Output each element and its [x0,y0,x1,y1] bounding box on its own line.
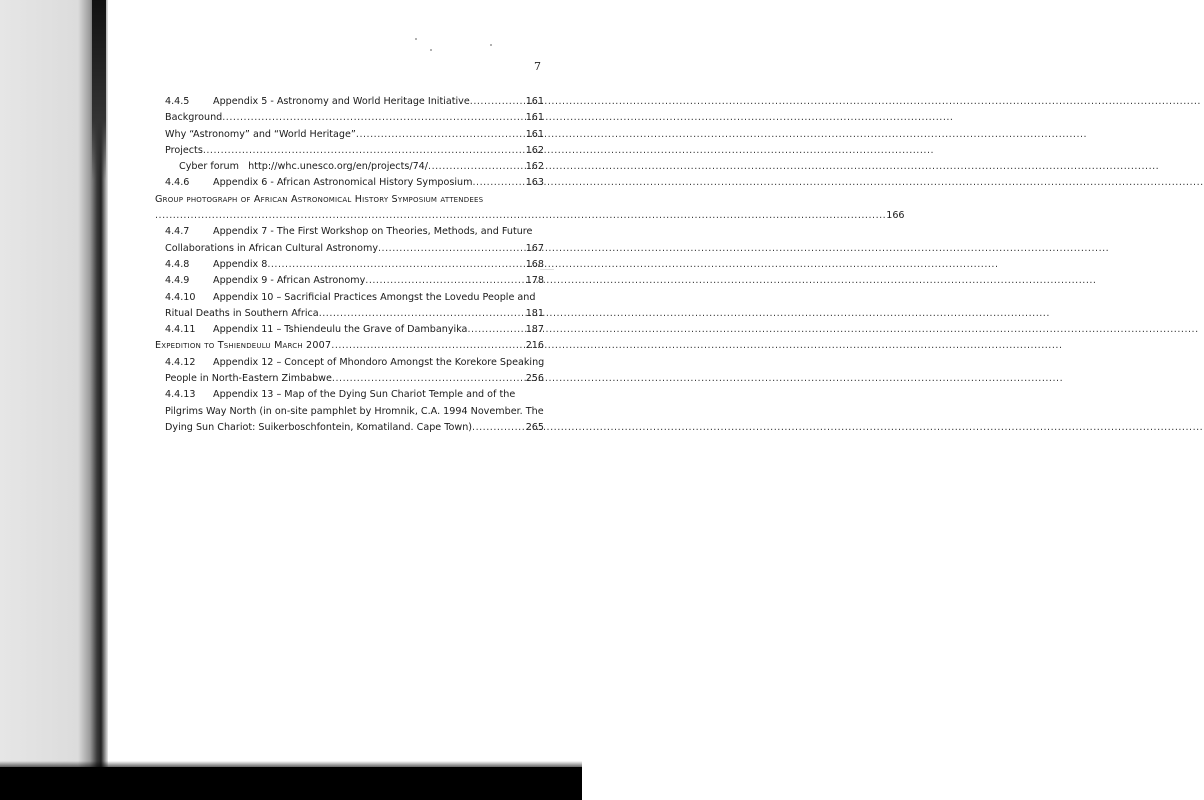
toc-entry-4-4-5[interactable] [165,94,544,110]
section-number: 4.4.9 [165,275,190,287]
entry-title-line-1: Appendix 13 – Map of the Dying Sun Chariot Temple and of the [213,389,516,401]
toc-entry-4-4-11[interactable] [165,322,544,338]
entry-title: Projects [165,144,203,156]
section-number: 4.4.6 [165,177,190,189]
entry-title: Appendix 6 - African Astronomical History Symposium [213,177,473,189]
entry-title-line-1: Appendix 7 - The First Workshop on Theories, Methods, and Future [213,226,533,238]
entry-title: Appendix 9 - African Astronomy [213,275,366,287]
section-number: 4.4.10 [165,291,196,303]
entry-page: 162 [525,144,544,156]
scan-speck [490,44,492,46]
section-number: 4.4.5 [165,96,190,107]
scan-speck [415,38,417,40]
entry-page: 167 [525,242,544,254]
section-number: 4.4.11 [165,324,196,336]
dot-leader [332,371,525,387]
entry-title-line-2: People in North-Eastern Zimbabwe [165,373,332,385]
entry-page: 256 [525,373,544,385]
dot-leader [155,208,886,224]
section-number: 4.4.7 [165,226,190,238]
entry-title-line-2: Ritual Deaths in Southern Africa [165,307,319,319]
toc-entry-projects[interactable] [165,143,544,159]
scan-gutter-shadow [92,0,106,180]
toc-entry-4-4-10[interactable] [165,290,544,323]
entry-title: Background [165,112,223,124]
entry-title: Group photograph of African Astronomical History Symposium attendees [155,193,484,205]
entry-title: Appendix 11 – Tshiendeulu the Grave of Dambanyika [213,324,468,336]
section-number: 4.4.8 [165,258,190,270]
entry-title-line-1: Appendix 10 – Sacrificial Practices Amongst the Lovedu People and [213,291,536,303]
page-number: 7 [534,60,541,73]
entry-title-line-2: Pilgrims Way North (in on-site pamphlet by Hromnik, C.A. 1994 November. The [165,405,544,417]
toc-entry-4-4-6[interactable] [165,175,544,191]
toc-entry-4-4-9[interactable] [165,273,544,289]
entry-title: Expedition to Tshiendeulu March 2007 [155,340,332,352]
toc-entry-background[interactable] [165,110,544,126]
toc-entry-cyber-forum[interactable] [165,159,544,175]
scan-bottom-band [0,767,582,800]
dot-leader [319,306,525,322]
entry-title: Cyber forum http://whc.unesco.org/en/projects/74/ [179,161,429,173]
dot-leader [267,257,524,273]
entry-title-line-2: Collaborations in African Cultural Astronomy [165,242,378,254]
toc-entry-4-4-12[interactable] [165,355,544,388]
entry-page: 178 [525,275,544,287]
dot-leader [470,94,525,110]
section-number: 4.4.13 [165,389,196,401]
entry-page: 162 [525,161,544,173]
toc-entry-group-photograph[interactable] [155,192,905,225]
entry-page: 161 [525,128,544,140]
section-number: 4.4.12 [165,356,196,368]
toc-entry-4-4-13[interactable] [165,387,544,436]
entry-page: 166 [886,210,905,222]
dot-leader [203,143,525,159]
entry-page: 161 [525,96,544,107]
toc-entry-4-4-7[interactable] [165,224,544,257]
entry-title-line-1: Appendix 12 – Concept of Mhondoro Amongst the Korekore Speaking [213,356,545,368]
toc-entry-expedition[interactable] [155,338,544,354]
dot-leader [472,420,525,436]
entry-page: 168 [525,258,544,270]
dot-leader [222,110,524,126]
entry-page: 187 [525,324,544,336]
entry-page: 163 [525,177,544,189]
dot-leader [365,273,524,289]
table-of-contents [155,94,905,436]
entry-page: 181 [525,307,544,319]
dot-leader [378,241,525,257]
entry-title: Why “Astronomy” and “World Heritage” [165,128,356,140]
entry-page: 265 [525,421,544,433]
entry-title: Appendix 5 - Astronomy and World Heritage Initiative [213,96,470,107]
toc-entry-4-4-8[interactable] [165,257,544,273]
entry-title: Appendix 8 [213,258,268,270]
toc-entry-why-astronomy[interactable] [165,127,544,143]
dot-leader [356,127,525,143]
dot-leader [428,159,525,175]
entry-page: 216 [525,340,544,352]
scan-speck [430,49,432,51]
entry-title-line-3: Dying Sun Chariot: Suikerboschfontein, Komatiland. Cape Town) [165,421,473,433]
dot-leader [331,338,524,354]
dot-leader [472,175,524,191]
dot-leader [467,322,524,338]
entry-page: 161 [525,112,544,124]
